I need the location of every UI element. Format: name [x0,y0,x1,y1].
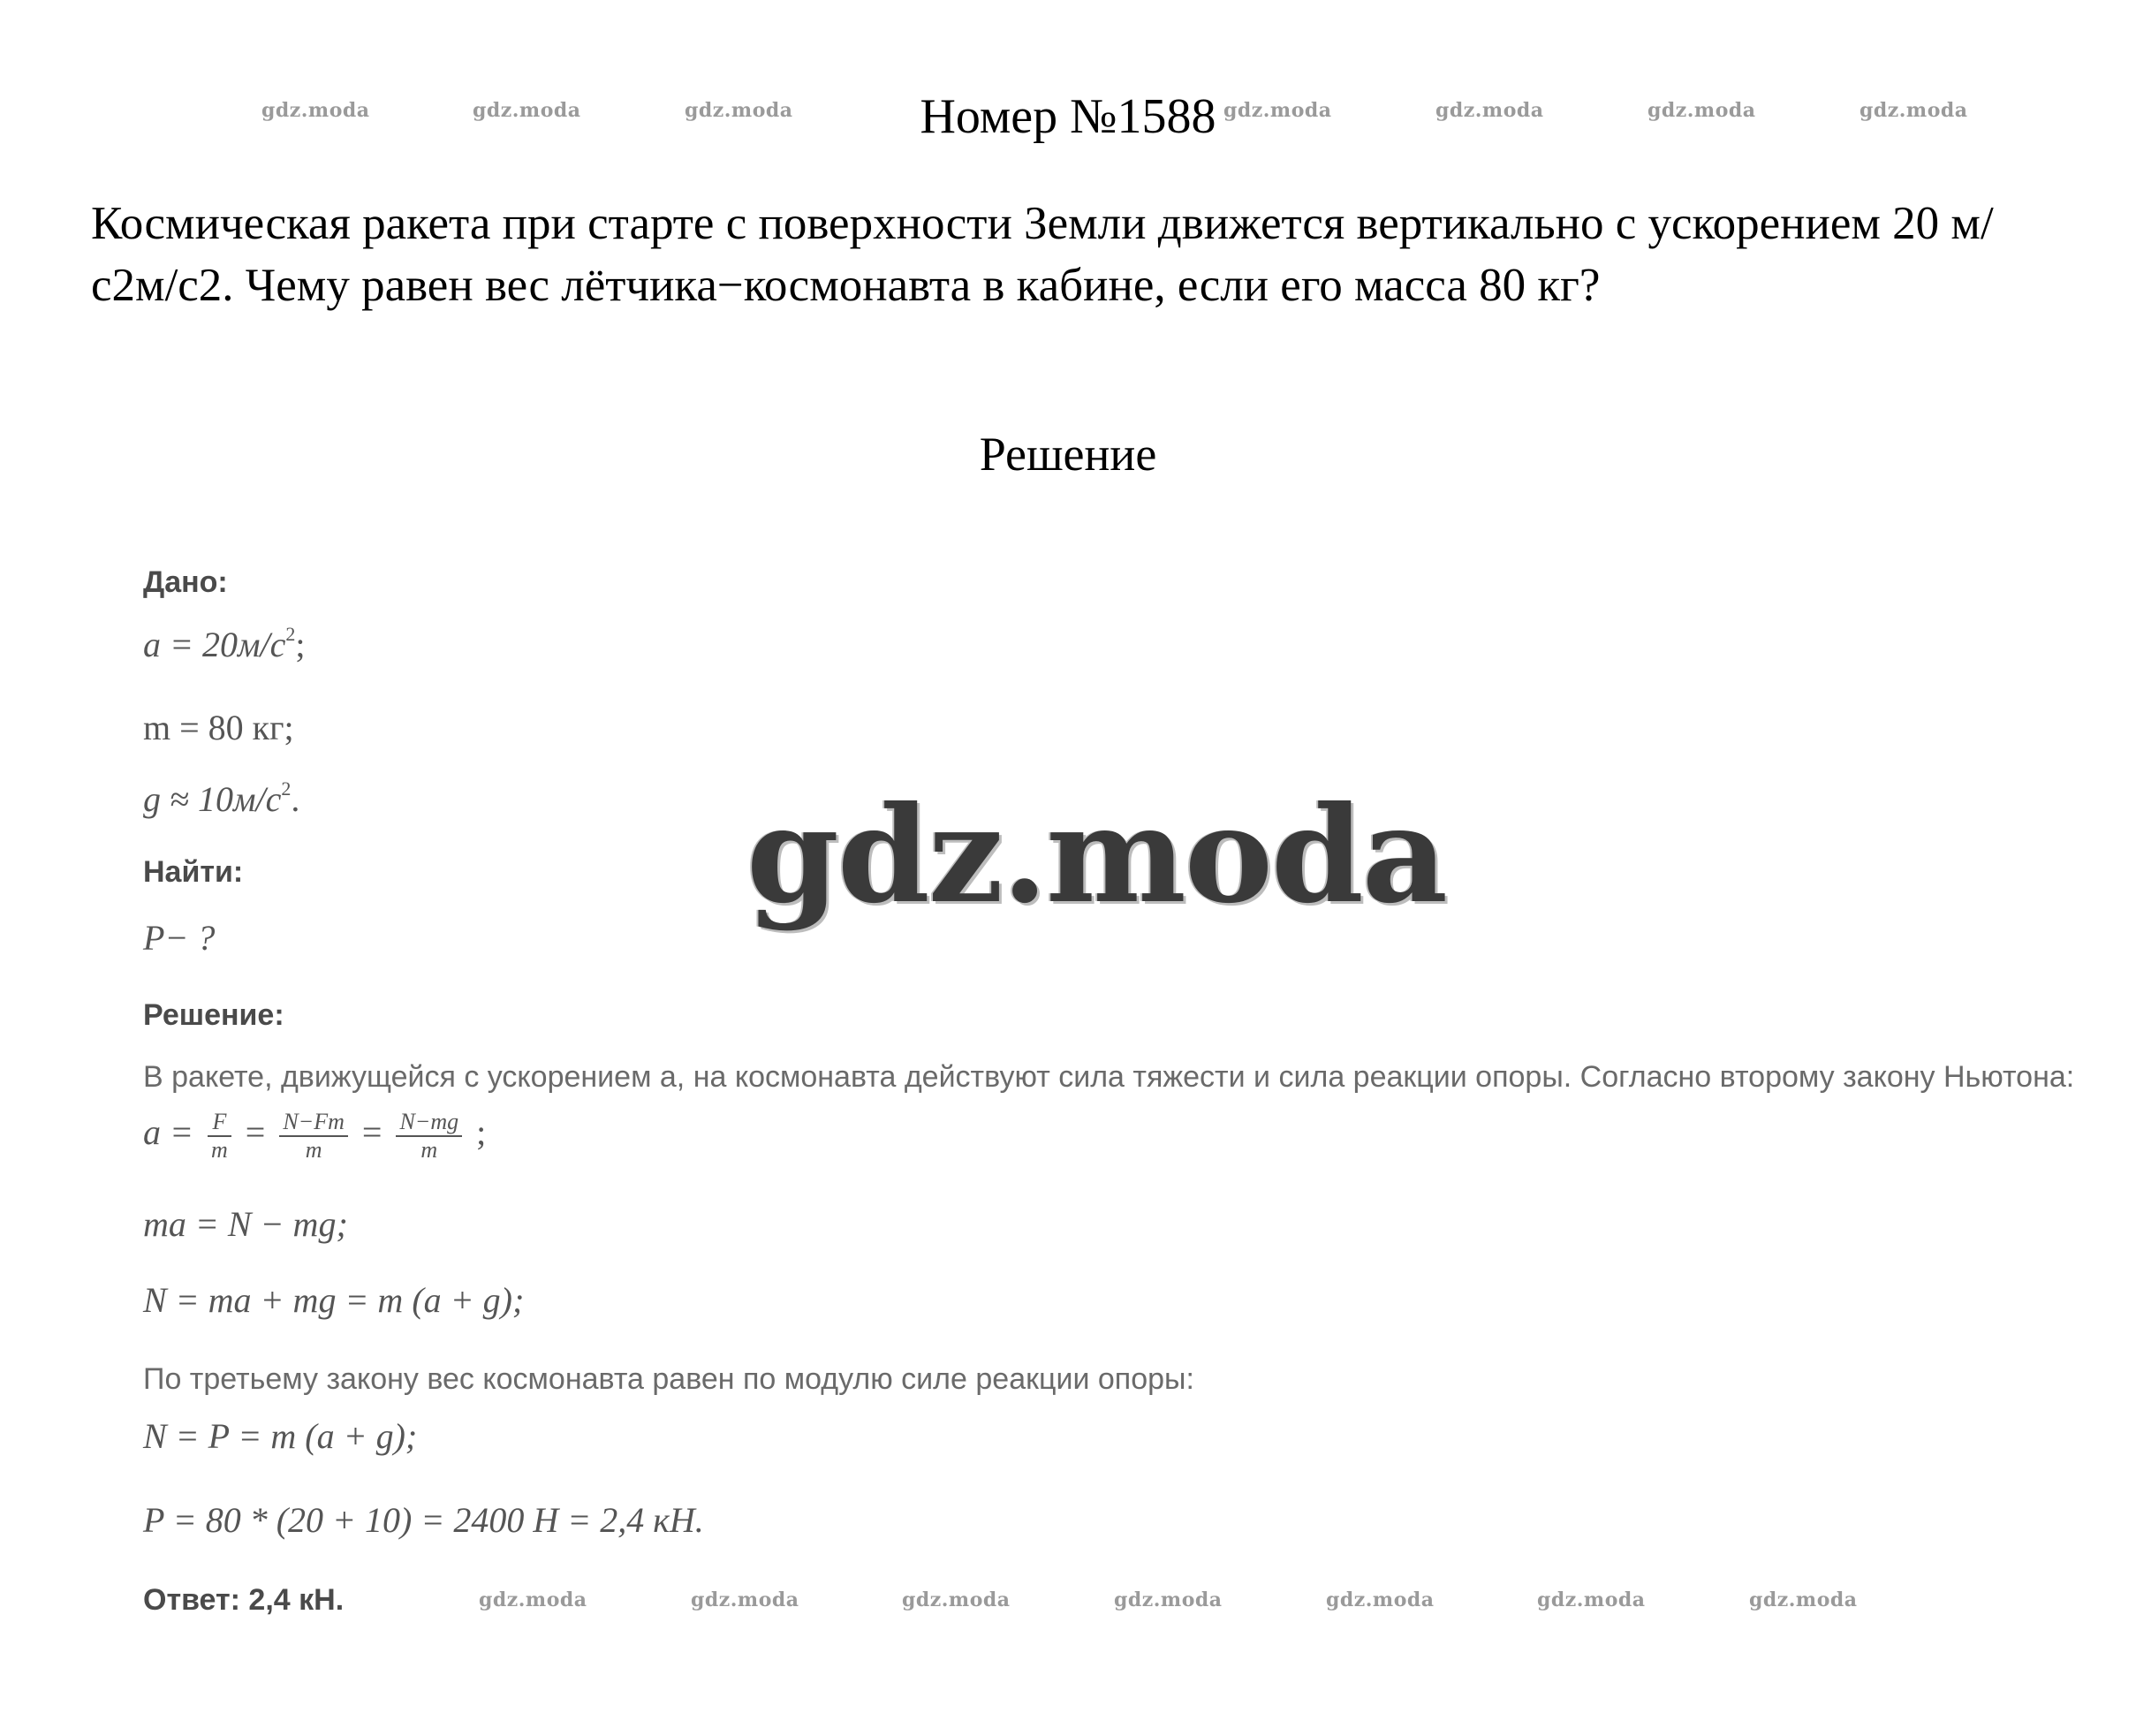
solution-heading: Решение [979,428,1157,481]
watermark-label: gdz.moda [691,1588,799,1611]
watermark-label: gdz.moda [685,99,793,122]
eq1-equals: = [245,1112,266,1153]
fraction-numerator: F [208,1109,231,1137]
eq1-equals: = [361,1112,383,1153]
watermark-label: gdz.moda [902,1588,1011,1611]
watermark-label: gdz.moda [479,1588,587,1611]
eq2-text: ma = N − mg; [143,1204,348,1244]
fraction-numerator: N−mg [396,1109,462,1137]
page-title: Номер №1588 [920,89,1216,144]
watermark-label: gdz.moda [473,99,581,122]
given-g-text: g ≈ 10м/с [143,779,282,819]
given-label: Дано: [143,565,228,599]
watermark-label: gdz.moda [261,99,370,122]
fraction-f-over-m [208,1109,231,1164]
watermark-logo: gdz.moda [746,777,1447,933]
eq4-text: N = P = m (a + g); [143,1416,418,1456]
watermark-label: gdz.moda [1860,99,1968,122]
find-label: Найти: [143,855,244,889]
solution-paragraph-2: По третьему закону вес космонавта равен по модулю силе реакции опоры: [143,1362,1194,1396]
watermark-label: gdz.moda [1223,99,1332,122]
solution-paragraph-1: В ракете, движущейся с ускорением а, на космонавта действуют сила тяжести и сила реакции опоры. Согласно второму закону Ньютона: [143,1060,2075,1094]
equation-ma [143,1203,348,1245]
fraction-denominator: m [305,1137,322,1163]
equation-newton [143,1109,486,1164]
watermark-label: gdz.moda [1114,1588,1223,1611]
fraction-n-minus-ft [279,1109,348,1164]
equation-weight [143,1415,417,1457]
problem-statement: Космическая ракета при старте с поверхности Земли движется вертикально с ускорением 20 м/с2м/с2. Чему равен вес лётчика−космонавта в кабине, если его масса 80 кг? [91,198,1994,311]
equation-result [143,1499,704,1541]
watermark-label: gdz.moda [1537,1588,1646,1611]
find-value [143,917,215,959]
answer-text: Ответ: 2,4 кН. [143,1583,345,1617]
find-text: P− ? [143,918,216,958]
equation-n [143,1279,524,1321]
eq5-text: P = 80 * (20 + 10) = 2400 Н = 2,4 кН. [143,1500,704,1540]
given-a-exponent: 2 [285,623,296,645]
fraction-denominator: m [420,1137,438,1163]
fraction-denominator: m [211,1137,228,1163]
given-a-end: ; [295,625,306,664]
given-a [143,623,306,665]
watermark-label: gdz.moda [1435,99,1544,122]
given-g-end: . [291,779,300,819]
given-g [143,777,299,820]
watermark-label: gdz.moda [1647,99,1756,122]
solution-label: Решение: [143,998,284,1032]
fraction-numerator: N−Fт [279,1109,348,1137]
eq1-end: ; [476,1112,487,1153]
given-a-text: a = 20м/с [143,625,286,664]
watermark-label: gdz.moda [1326,1588,1435,1611]
eq1-lhs: a = [143,1112,193,1153]
given-m: m = 80 кг; [143,708,294,747]
eq3-text: N = ma + mg = m (a + g); [143,1280,525,1320]
fraction-n-minus-mg [396,1109,462,1164]
watermark-label: gdz.moda [1749,1588,1858,1611]
given-g-exponent: 2 [281,777,292,800]
